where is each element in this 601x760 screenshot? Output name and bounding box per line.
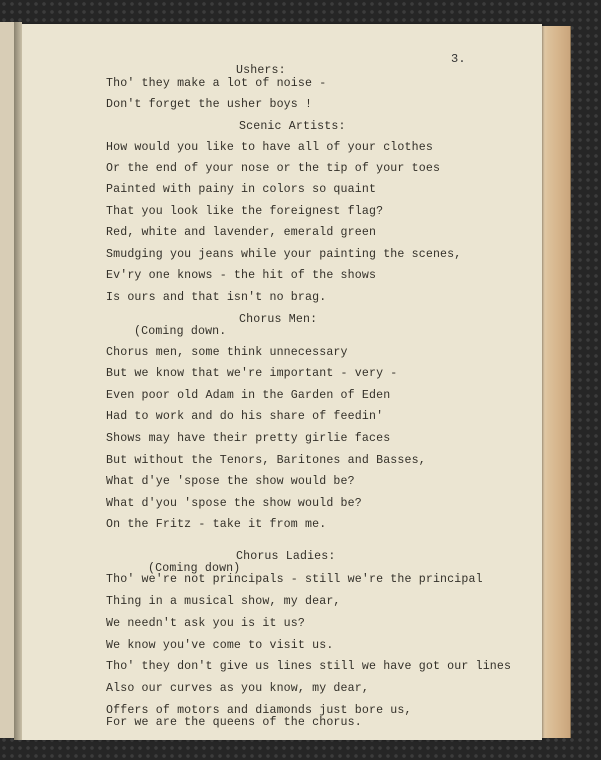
text-line: We know you've come to visit us. (106, 639, 334, 652)
heading-ushers: Ushers: (236, 64, 286, 77)
text-line: Smudging you jeans while your painting the scenes, (106, 248, 462, 261)
text-line: What d'ye 'spose the show would be? (106, 475, 355, 488)
text-line: But we know that we're important - very - (106, 367, 398, 380)
text-line: What d'you 'spose the show would be? (106, 497, 362, 510)
text-line: Or the end of your nose or the tip of your toes (106, 162, 441, 175)
text-line: Had to work and do his share of feedin' (106, 410, 384, 423)
text-line: Even poor old Adam in the Garden of Eden (106, 389, 391, 402)
binding-gutter (14, 22, 22, 740)
text-line: Chorus men, some think unnecessary (106, 346, 348, 359)
text-line: Is ours and that isn't no brag. (106, 291, 327, 304)
previous-page-edge (0, 22, 15, 738)
text-line: Shows may have their pretty girlie faces (106, 432, 391, 445)
text-line: For we are the queens of the chorus. (106, 716, 362, 729)
text-line: Offers of motors and diamonds just bore us, (106, 704, 412, 717)
text-line: Painted with painy in colors so quaint (106, 183, 377, 196)
text-line: Tho' they don't give us lines still we have got our lines (106, 660, 512, 673)
stage-direction: (Coming down. (134, 325, 227, 338)
text-line: Tho' they make a lot of noise - (106, 77, 327, 90)
page-stack-edge (540, 26, 571, 738)
text-line: But without the Tenors, Baritones and Basses, (106, 454, 426, 467)
stage-direction: (Coming down) (148, 562, 241, 575)
text-line: Don't forget the usher boys ! (106, 98, 313, 111)
text-line: Ev'ry one knows - the hit of the shows (106, 269, 377, 282)
page-number: 3. (451, 52, 466, 66)
text-line: Tho' we're not principals - still we're the principal (106, 573, 483, 586)
text-line: That you look like the foreignest flag? (106, 205, 384, 218)
heading-chorus-ladies: Chorus Ladies: (236, 550, 336, 563)
text-line: Red, white and lavender, emerald green (106, 226, 377, 239)
heading-chorus-men: Chorus Men: (239, 313, 318, 326)
text-line: How would you like to have all of your clothes (106, 141, 433, 154)
heading-scenic-artists: Scenic Artists: (239, 120, 346, 133)
text-line: Thing in a musical show, my dear, (106, 595, 341, 608)
text-line: Also our curves as you know, my dear, (106, 682, 369, 695)
text-line: We needn't ask you is it us? (106, 617, 306, 630)
text-line: On the Fritz - take it from me. (106, 518, 327, 531)
